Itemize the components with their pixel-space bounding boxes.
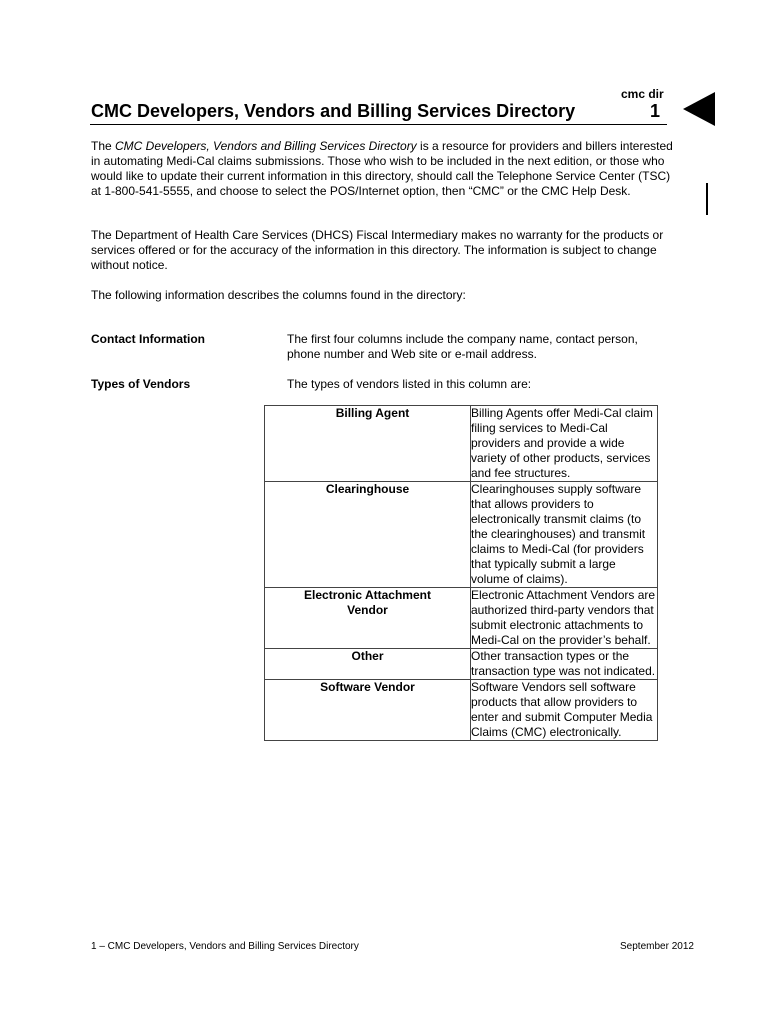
- contact-information-label: Contact Information: [91, 332, 205, 346]
- disclaimer-paragraph: The Department of Health Care Services (DHCS) Fiscal Intermediary makes no warranty for the products or services offered or for the accuracy of the information in this directory. The information is subject to change without notice.: [91, 228, 664, 272]
- section-tab-arrow-icon: [683, 92, 715, 126]
- table-row: [265, 482, 658, 588]
- vendor-type-cell: Other: [265, 649, 471, 680]
- table-row: [265, 649, 658, 680]
- footer-left-text: 1 – CMC Developers, Vendors and Billing Services Directory: [91, 941, 359, 952]
- table-row: [265, 680, 658, 741]
- vendor-description-cell: Clearinghouses supply software that allows providers to electronically transmit claims (to the clearinghouses) and transmit claims to Medi-Cal (for providers that typically submit a large volume of claims).: [471, 482, 658, 588]
- vendor-description-cell: Software Vendors sell software products that allow providers to enter and submit Computer Media Claims (CMC) electronically.: [471, 680, 658, 741]
- vendor-type-cell: Billing Agent: [265, 406, 471, 482]
- types-of-vendors-description: The types of vendors listed in this column are:: [287, 377, 532, 391]
- types-of-vendors-label: Types of Vendors: [91, 377, 191, 391]
- intro-lead: The: [91, 139, 116, 153]
- vendor-type-cell: Software Vendor: [265, 680, 471, 741]
- vendor-description-cell: Billing Agents offer Medi-Cal claim filing services to Medi-Cal providers and provide a wide variety of other products, services and fee structures.: [471, 406, 658, 482]
- contact-information-description: The first four columns include the company name, contact person, phone number and Web site or e-mail address.: [287, 332, 638, 361]
- directory-title-italic: CMC Developers, Vendors and Billing Services Directory: [115, 139, 417, 153]
- intro-rest: is a resource for providers and billers interested in automating Medi-Cal claims submissions. Those who wish to be included in the next edition, or those who would like to update their current information in this directory, should call the Telephone Service Center (TSC) at 1-800-541-5555, and choose to select the POS/Internet option, then “CMC” or the CMC Help Desk.: [91, 139, 673, 198]
- table-row: [265, 406, 658, 482]
- footer-date: September 2012: [620, 941, 694, 952]
- title-rule: [90, 124, 667, 125]
- columns-intro-paragraph: The following information describes the columns found in the directory:: [91, 288, 466, 302]
- page-title: CMC Developers, Vendors and Billing Services Directory: [91, 101, 576, 121]
- vendor-description-cell: Other transaction types or the transaction type was not indicated.: [471, 649, 658, 680]
- page-number: 1: [650, 101, 661, 121]
- vendor-type-cell: Clearinghouse: [265, 482, 471, 588]
- vendor-type-cell: Electronic Attachment Vendor: [265, 588, 471, 649]
- table-row: [265, 588, 658, 649]
- vendor-description-cell: Electronic Attachment Vendors are authorized third-party vendors that submit electronic attachments to Medi-Cal on the provider’s behalf.: [471, 588, 658, 649]
- intro-paragraph-1: [91, 139, 681, 199]
- revision-change-bar: [706, 183, 708, 215]
- section-code: cmc dir: [621, 87, 664, 101]
- vendor-types-table: [264, 405, 658, 741]
